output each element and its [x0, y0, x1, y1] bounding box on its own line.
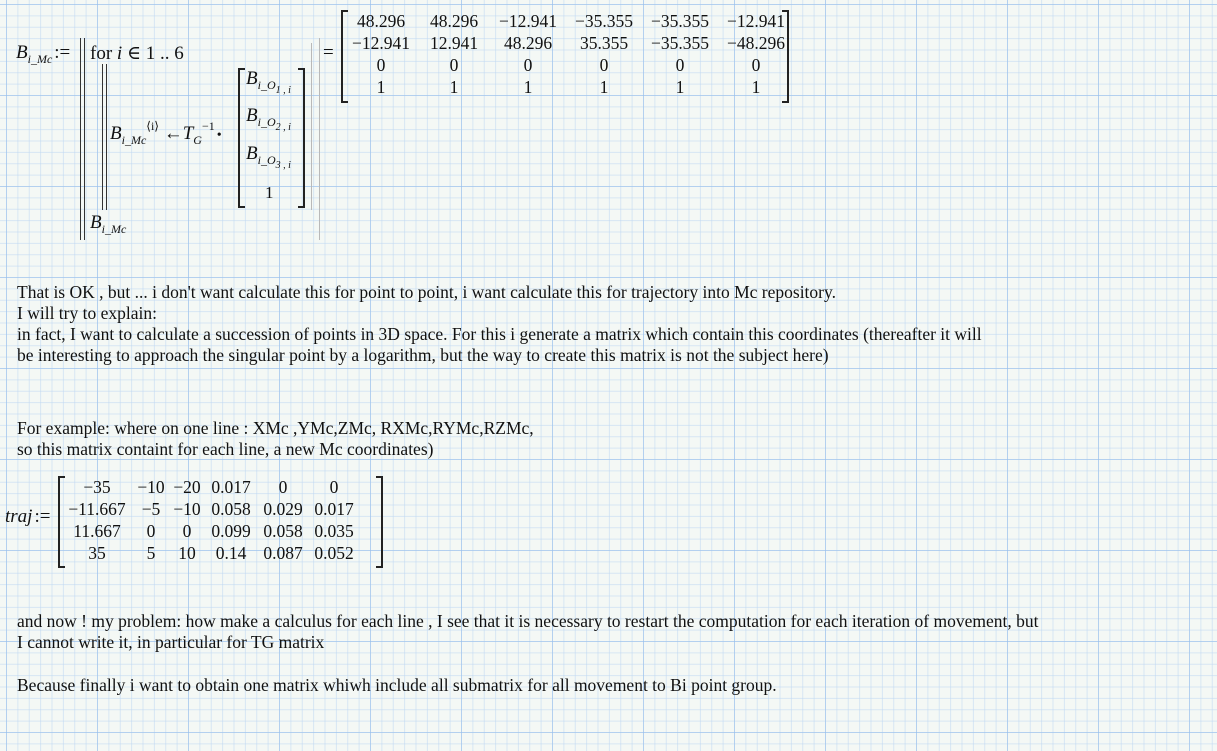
text-line: Because finally i want to obtain one matrix whiwh include all submatrix for all movement to Bi point group.	[17, 675, 777, 695]
text-line: in fact, I want to calculate a succession of points in 3D space. For this i generate a matrix which contain this coordinates (thereafter it will	[17, 324, 982, 344]
text-line: I cannot write it, in particular for TG matrix	[17, 632, 325, 652]
vector-bracket-right	[298, 68, 305, 208]
text-line: be interesting to approach the singular point by a logarithm, but the way to create this matrix is not the subject here)	[17, 345, 829, 365]
vector-entry-4: 1	[265, 183, 274, 202]
program-outer-bar	[80, 38, 85, 240]
vector-entry-1: $B_{i\_O1 , i}$	[246, 68, 291, 96]
text-line: so this matrix containt for each line, a new Mc coordinates)	[17, 439, 434, 459]
body-lhs-base: B	[110, 123, 122, 144]
return-base: B	[90, 212, 102, 233]
loop-variable: i	[116, 43, 123, 64]
loop-range: 1 .. 6	[145, 43, 184, 64]
traj-name: traj	[5, 506, 33, 527]
evaluate-equals: =	[323, 42, 334, 63]
traj-bracket-right	[376, 476, 383, 568]
text-line: and now ! my problem: how make a calculus for each line , I see that it is necessary to restart the computation for each iteration of movement, but	[17, 611, 1039, 631]
program-inner-bar	[102, 64, 107, 210]
text-line: That is OK , but ... i don't want calculate this for point to point, i want calculate this for trajectory into Mc repository.	[17, 282, 836, 302]
traj-matrix-table	[61, 476, 359, 564]
matrix-row: 35 5 10 0.14 0.087 0.052	[88, 543, 354, 563]
program-lhs[interactable]	[16, 42, 70, 64]
text-line: For example: where on one line : XMc ,YMc,ZMc, RXMc,RYMc,RZMc,	[17, 418, 534, 438]
matrix-row: 48.296 48.296 −12.941 −35.355 −35.355 −12.941	[356, 11, 785, 31]
multiply-dot: •	[216, 128, 222, 143]
vector-bracket-left	[238, 68, 245, 208]
for-keyword: for	[90, 43, 113, 64]
tg-base: T	[182, 123, 194, 144]
element-of-symbol: ∈	[126, 43, 142, 64]
lhs-base: B	[16, 42, 28, 63]
vector-entry-3: $B_{i\_O3 , i}$	[246, 143, 291, 171]
vector-entry-2: $B_{i\_O2 , i}$	[246, 105, 291, 133]
body-lhs-sub: i_Mc	[121, 133, 147, 147]
loop-body-statement[interactable]	[110, 119, 222, 147]
program-return[interactable]	[90, 212, 126, 234]
matrix-row: −35 −10 −20 0.017 0 0	[83, 477, 339, 497]
traj-lhs	[5, 506, 50, 528]
assign-operator: :=	[34, 506, 51, 527]
for-loop-header[interactable]	[90, 42, 184, 65]
text-line: I will try to explain:	[17, 303, 157, 323]
return-sub: i_Mc	[101, 222, 127, 236]
region-edge-outer	[319, 38, 320, 240]
tg-sub: G	[193, 133, 202, 147]
tg-inverse-sup: −1	[201, 119, 215, 133]
matrix-row: 11.667 0 0 0.099 0.058 0.035	[73, 521, 354, 541]
assign-operator: :=	[54, 42, 71, 63]
matrix-row: −11.667 −5 −10 0.058 0.029 0.017	[68, 499, 354, 519]
result-matrix-table	[344, 10, 794, 98]
local-assign-arrow: ←	[163, 123, 183, 144]
region-edge-inner	[311, 43, 312, 210]
matrix-row: 1 1 1 1 1 1	[376, 77, 761, 97]
column-superscript: ⟨i⟩	[146, 119, 159, 133]
matrix-row: 0 0 0 0 0 0	[376, 55, 761, 75]
lhs-sub: i_Mc	[27, 52, 53, 66]
matrix-row: −12.941 12.941 48.296 35.355 −35.355 −48.296	[352, 33, 785, 53]
